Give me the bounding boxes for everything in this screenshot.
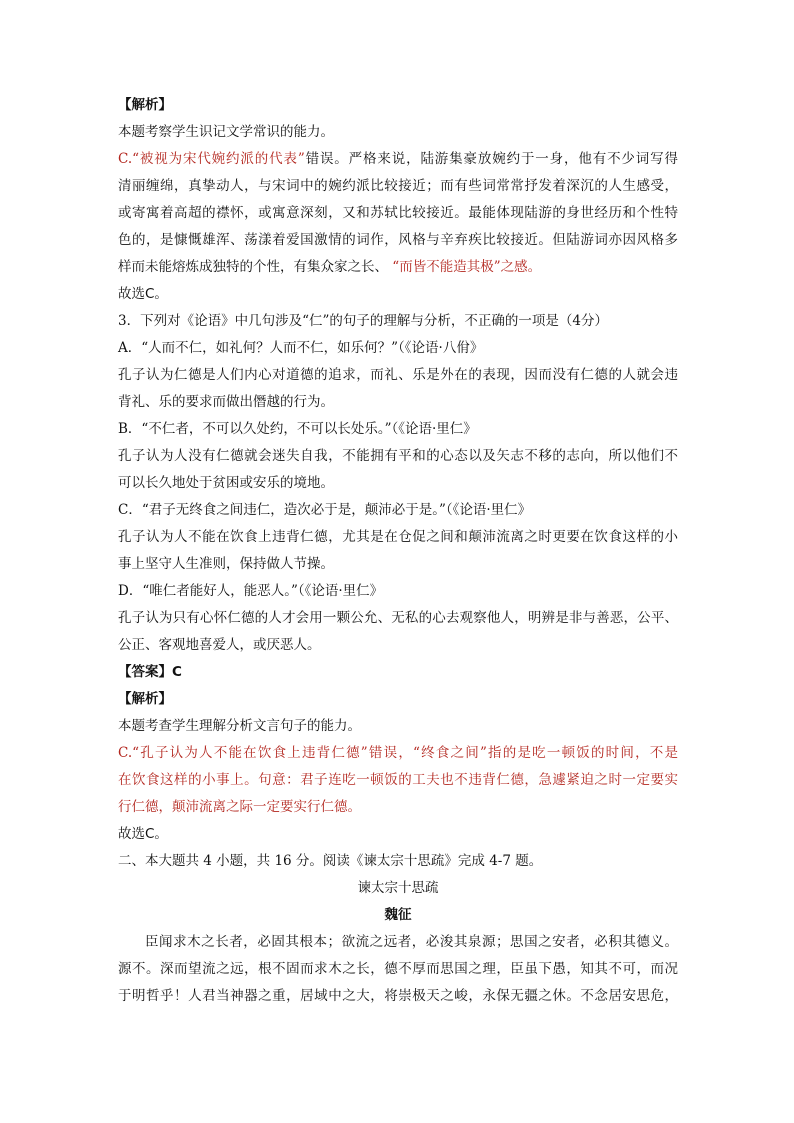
text-span: “而皆不能造其极”之感。 [392, 259, 542, 275]
text-line-21: 公正、客观地喜爱人，或厌恶人。 [118, 637, 321, 653]
text-line-34: 于明哲乎！人君当神器之重，居域中之大，将崇极天之峻，永保无疆之休。不念居安思危， [118, 988, 678, 1004]
text-line-31: 魏征 [384, 907, 412, 923]
text-line-14: 孔子认为人没有仁德就会迷失自我，不能拥有平和的心态以及矢志不移的志向，所以他们不 [118, 448, 678, 464]
text-line-18: 事上坚守人生准则，保持做人节操。 [118, 556, 334, 572]
text-line-4: 清丽缠绵，真挚动人，与宋词中的婉约派比较接近；而有些词常常抒发着深沉的人生感受， [118, 178, 678, 194]
text-line-11: 孔子认为仁德是人们内心对道德的追求，而礼、乐是外在的表现，因而没有仁德的人就会违 [118, 367, 678, 383]
text-line-5: 或寄寓着高超的襟怀，或寓意深刻，又和苏轼比较接近。最能体现陆游的身世经历和个性特 [118, 205, 678, 221]
text-line-15: 可以长久地处于贫困或安乐的境地。 [118, 475, 334, 491]
text-line-23: 【解析】 [118, 691, 172, 707]
text-line-10: A．“人而不仁，如礼何？人而不仁，如乐何？”（《论语·八佾》 [118, 340, 484, 356]
text-line-22: 【答案】C [118, 664, 182, 680]
text-line-26: 在饮食这样的小事上。句意：君子连吃一顿饭的工夫也不违背仁德，急遽紧迫之时一定要实 [118, 772, 678, 788]
text-line-25: C.“孔子认为人不能在饮食上违背仁德”错误，“终食之间”指的是吃一顿饭的时间，不是 [118, 745, 678, 761]
text-span: 样而未能熔炼成独特的个性，有集众家之长、 [118, 259, 393, 275]
text-line-32: 臣闻求木之长者，必固其根本；欲流之远者，必浚其泉源；思国之安者，必积其德义。 [145, 934, 678, 950]
text-line-27: 行仁德，颠沛流离之际一定要实行仁德。 [118, 799, 361, 815]
text-line-1: 【解析】 [118, 97, 172, 113]
text-line-7 [118, 254, 678, 281]
text-span: 错误。严格来说，陆游集豪放婉约于一身，他有不少词写得 [304, 151, 678, 167]
text-line-29: 二、本大题共 4 小题，共 16 分。阅读《谏太宗十思疏》完成 4-7 题。 [118, 853, 543, 869]
text-line-3 [118, 146, 678, 173]
text-line-28: 故选C。 [118, 826, 168, 842]
text-line-24: 本题考查学生理解分析文言句子的能力。 [118, 718, 361, 734]
text-line-13: B．“不仁者，不可以久处约，不可以长处乐。”（《论语·里仁》 [118, 421, 477, 437]
text-line-6: 色的，是慷慨雄浑、荡漾着爱国激情的词作，风格与辛弃疾比较接近。但陆游词亦因风格多 [118, 232, 678, 248]
text-span: C.“被视为宋代婉约派的代表” [118, 151, 305, 167]
text-line-33: 源不。深而望流之远，根不固而求木之长，德不厚而思国之理，臣虽下愚，知其不可，而况 [118, 961, 678, 977]
text-line-12: 背礼、乐的要求而做出僭越的行为。 [118, 394, 334, 410]
text-line-8: 故选C。 [118, 286, 168, 302]
text-line-16: C．“君子无终食之间违仁，造次必于是，颠沛必于是。”（《论语·里仁》 [118, 502, 532, 518]
text-line-9: 3．下列对《论语》中几句涉及“仁”的句子的理解与分析，不正确的一项是（4分） [118, 313, 608, 329]
text-line-20: 孔子认为只有心怀仁德的人才会用一颗公允、无私的心去观察他人，明辨是非与善恶，公平、 [118, 610, 678, 626]
text-line-17: 孔子认为人不能在饮食上违背仁德，尤其是在仓促之间和颠沛流离之时更要在饮食这样的小 [118, 529, 678, 545]
text-line-30: 谏太宗十思疏 [357, 880, 439, 896]
text-line-19: D．“唯仁者能好人，能恶人。”（《论语·里仁》 [118, 583, 384, 599]
text-line-2: 本题考察学生识记文学常识的能力。 [118, 124, 334, 140]
